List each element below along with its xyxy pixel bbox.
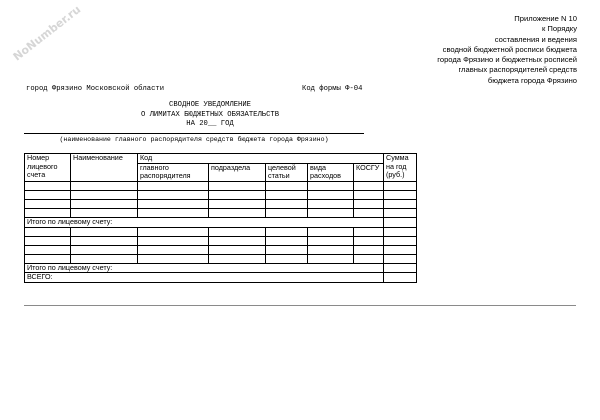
watermark-text: NoNumber.ru — [10, 2, 84, 64]
header-sum: Сумма на год (руб.) — [384, 154, 417, 182]
table-row — [25, 236, 417, 245]
table-row — [25, 227, 417, 236]
manager-name-caption: (наименование главного распорядителя средств бюджета города Фрязино) — [59, 136, 329, 143]
table-row — [25, 245, 417, 254]
document-title — [60, 101, 360, 130]
title-line: НА 20__ ГОД — [186, 120, 234, 128]
subtotal-value — [384, 263, 417, 273]
appendix-line: Приложение N 10 — [514, 14, 577, 23]
city-name: город Фрязино Московской области — [26, 85, 165, 93]
header-code: Код — [138, 154, 384, 164]
header-subsection: подраздела — [209, 163, 266, 181]
form-code: Код формы Ф-04 — [302, 85, 363, 93]
table-header-row — [25, 154, 417, 164]
appendix-line: главных распорядителей средств — [458, 65, 577, 75]
subtotal-row — [25, 263, 417, 273]
appendix-line: составления и ведения — [494, 34, 577, 44]
header-account: Номер лицевого счета — [25, 154, 71, 182]
table-row — [25, 254, 417, 263]
appendix-reference — [437, 14, 577, 86]
subtotal-label: Итого по лицевому счету: — [25, 218, 384, 228]
table-row — [25, 182, 417, 191]
header-name: Наименование — [71, 154, 138, 182]
header-target: целевой статьи — [266, 163, 308, 181]
title-line: О ЛИМИТАХ БЮДЖЕТНЫХ ОБЯЗАТЕЛЬСТВ — [140, 110, 280, 119]
appendix-line: к Порядку — [542, 24, 577, 34]
table-row — [25, 209, 417, 218]
table-row — [25, 200, 417, 209]
manager-name-line — [24, 133, 364, 134]
appendix-line: города Фрязино и бюджетных росписей — [437, 55, 577, 65]
header-kosgu: КОСГУ — [354, 163, 384, 181]
header-main-manager: главного распорядителя — [138, 163, 209, 181]
page-divider — [24, 305, 576, 306]
appendix-line: сводной бюджетной росписи бюджета — [442, 44, 577, 54]
subtotal-row — [25, 218, 417, 228]
subtotal-value — [384, 218, 417, 228]
title-line: СВОДНОЕ УВЕДОМЛЕНИЕ — [169, 101, 251, 109]
limits-table — [24, 153, 417, 283]
watermark — [0, 0, 96, 70]
table-row — [25, 191, 417, 200]
subtotal-label: Итого по лицевому счету: — [25, 263, 384, 273]
grand-total-value — [384, 273, 417, 283]
header-expense-type: вида расходов — [308, 163, 354, 181]
appendix-line: бюджета города Фрязино — [487, 75, 577, 85]
grand-total-label: ВСЕГО: — [25, 273, 384, 283]
grand-total-row — [25, 273, 417, 283]
